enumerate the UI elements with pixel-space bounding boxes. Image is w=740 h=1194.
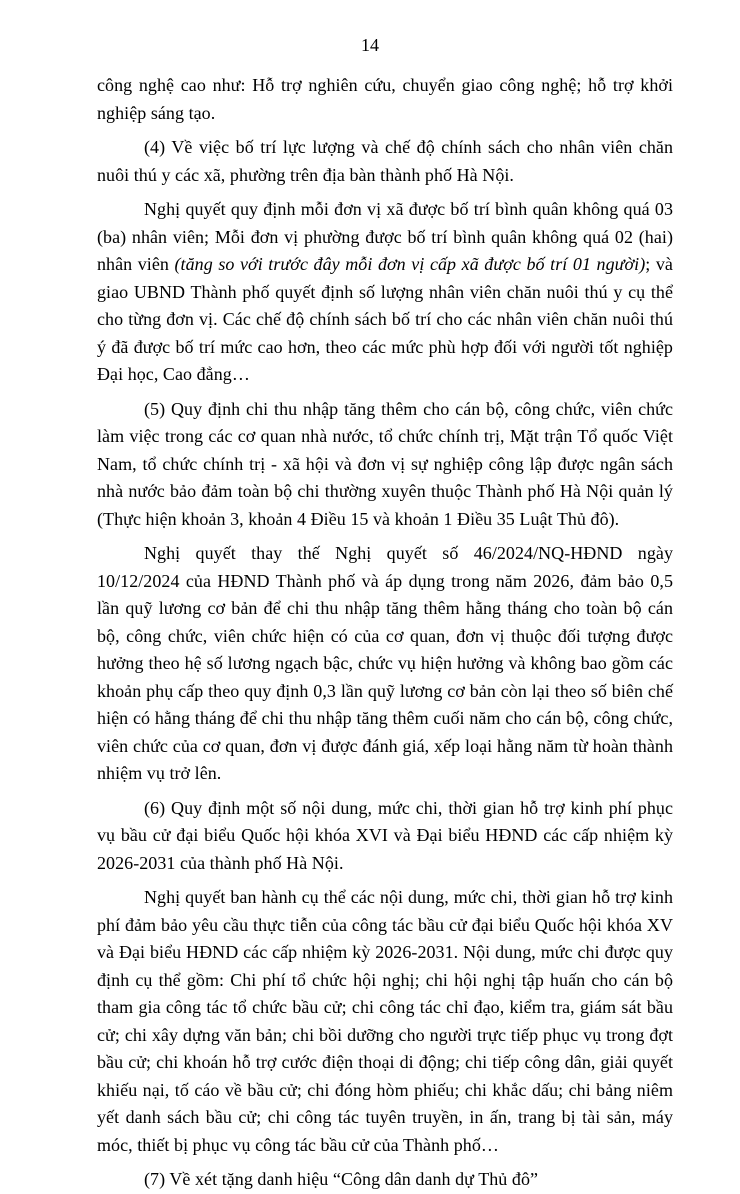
section-5-heading: (5) Quy định chi thu nhập tăng thêm cho cán bộ, công chức, viên chức làm việc trong các cơ quan nhà nước, tổ chức chính trị, Mặt trận Tổ quốc Việt Nam, tổ chức chính trị - xã hội và đơn vị sự nghiệp công lập được ngân sách nhà nước bảo đảm toàn bộ chi thường xuyên thuộc Thành phố Hà Nội quản lý (Thực hiện khoản 3, khoản 4 Điều 15 và khoản 1 Điều 35 Luật Thủ đô). bbox=[97, 398, 673, 529]
section-4-heading: (4) Về việc bố trí lực lượng và chế độ chính sách cho nhân viên chăn nuôi thú y các xã, phường trên địa bàn thành phố Hà Nội. bbox=[97, 137, 673, 185]
page-number: 14 bbox=[361, 35, 379, 55]
section-5-body: Nghị quyết thay thế Nghị quyết số 46/2024/NQ-HĐND ngày 10/12/2024 của HĐND Thành phố và áp dụng trong năm 2026, đảm bảo 0,5 lần quỹ lương cơ bản để chi thu nhập tăng thêm hằng tháng cho toàn bộ cán bộ, công chức, viên chức hiện có của cơ quan, đơn vị thuộc đối tượng được hưởng theo hệ số lương ngạch bậc, chức vụ hiện hưởng và không bao gồm các khoản phụ cấp theo quy định 0,3 lần quỹ lương cơ bản còn lại theo số biên chế hiện có hằng tháng để chi thu nhập tăng thêm cuối năm cho cán bộ, công chức, viên chức của cơ quan, đơn vị được đánh giá, xếp loại hằng năm từ hoàn thành nhiệm vụ trở lên. bbox=[97, 543, 673, 783]
section-4-body-italic-note: (tăng so với trước đây mỗi đơn vị cấp xã được bố trí 01 người) bbox=[174, 254, 646, 274]
section-6-heading: (6) Quy định một số nội dung, mức chi, thời gian hỗ trợ kinh phí phục vụ bầu cử đại biểu Quốc hội khóa XVI và Đại biểu HĐND các cấp nhiệm kỳ 2026-2031 của thành phố Hà Nội. bbox=[97, 797, 673, 873]
section-6-body: Nghị quyết ban hành cụ thể các nội dung, mức chi, thời gian hỗ trợ kinh phí đảm bảo yêu cầu thực tiễn của công tác bầu cử đại biểu Quốc hội khóa XV và Đại biểu HĐND các cấp nhiệm kỳ 2026-2031. Nội dung, mức chi được quy định cụ thể gồm: Chi phí tổ chức hội nghị; chi hội nghị tập huấn cho cán bộ tham gia công tác tổ chức bầu cử; chi công tác chỉ đạo, kiểm tra, giám sát bầu cử; chi xây dựng văn bản; chi bồi dưỡng cho người trực tiếp phục vụ trong đợt bầu cử; chi khoán hỗ trợ cước điện thoại di động; chi tiếp công dân, giải quyết khiếu nại, tố cáo về bầu cử; chi đóng hòm phiếu; chi khắc dấu; chi bảng niêm yết danh sách bầu cử; chi công tác tuyên truyền, in ấn, trang bị tài sản, máy móc, thiết bị phục vụ công tác bầu cử của Thành phố… bbox=[97, 887, 673, 1155]
paragraph-continuation: công nghệ cao như: Hỗ trợ nghiên cứu, chuyển giao công nghệ; hỗ trợ khởi nghiệp sáng tạo. bbox=[97, 75, 673, 123]
section-4-body bbox=[97, 196, 673, 389]
section-4-body-text-b: ; và giao UBND Thành phố quyết định số lượng nhân viên chăn nuôi thú y cụ thể cho từng đơn vị. Các chế độ chính sách bố trí cho các nhân viên chăn nuôi thú ý đã được bố trí mức cao hơn, theo các mức phù hợp đối với người tốt nghiệp Đại học, Cao đẳng… bbox=[97, 254, 673, 384]
section-4-body-text-a: Nghị quyết quy định mỗi đơn vị xã được bố trí bình quân không quá 03 (ba) nhân viên; Mỗi đơn vị phường được bố trí bình quân không quá 02 (hai) nhân viên bbox=[97, 199, 673, 274]
section-7-heading: (7) Về xét tặng danh hiệu “Công dân danh dự Thủ đô” bbox=[144, 1169, 539, 1189]
document-body bbox=[97, 72, 673, 1194]
